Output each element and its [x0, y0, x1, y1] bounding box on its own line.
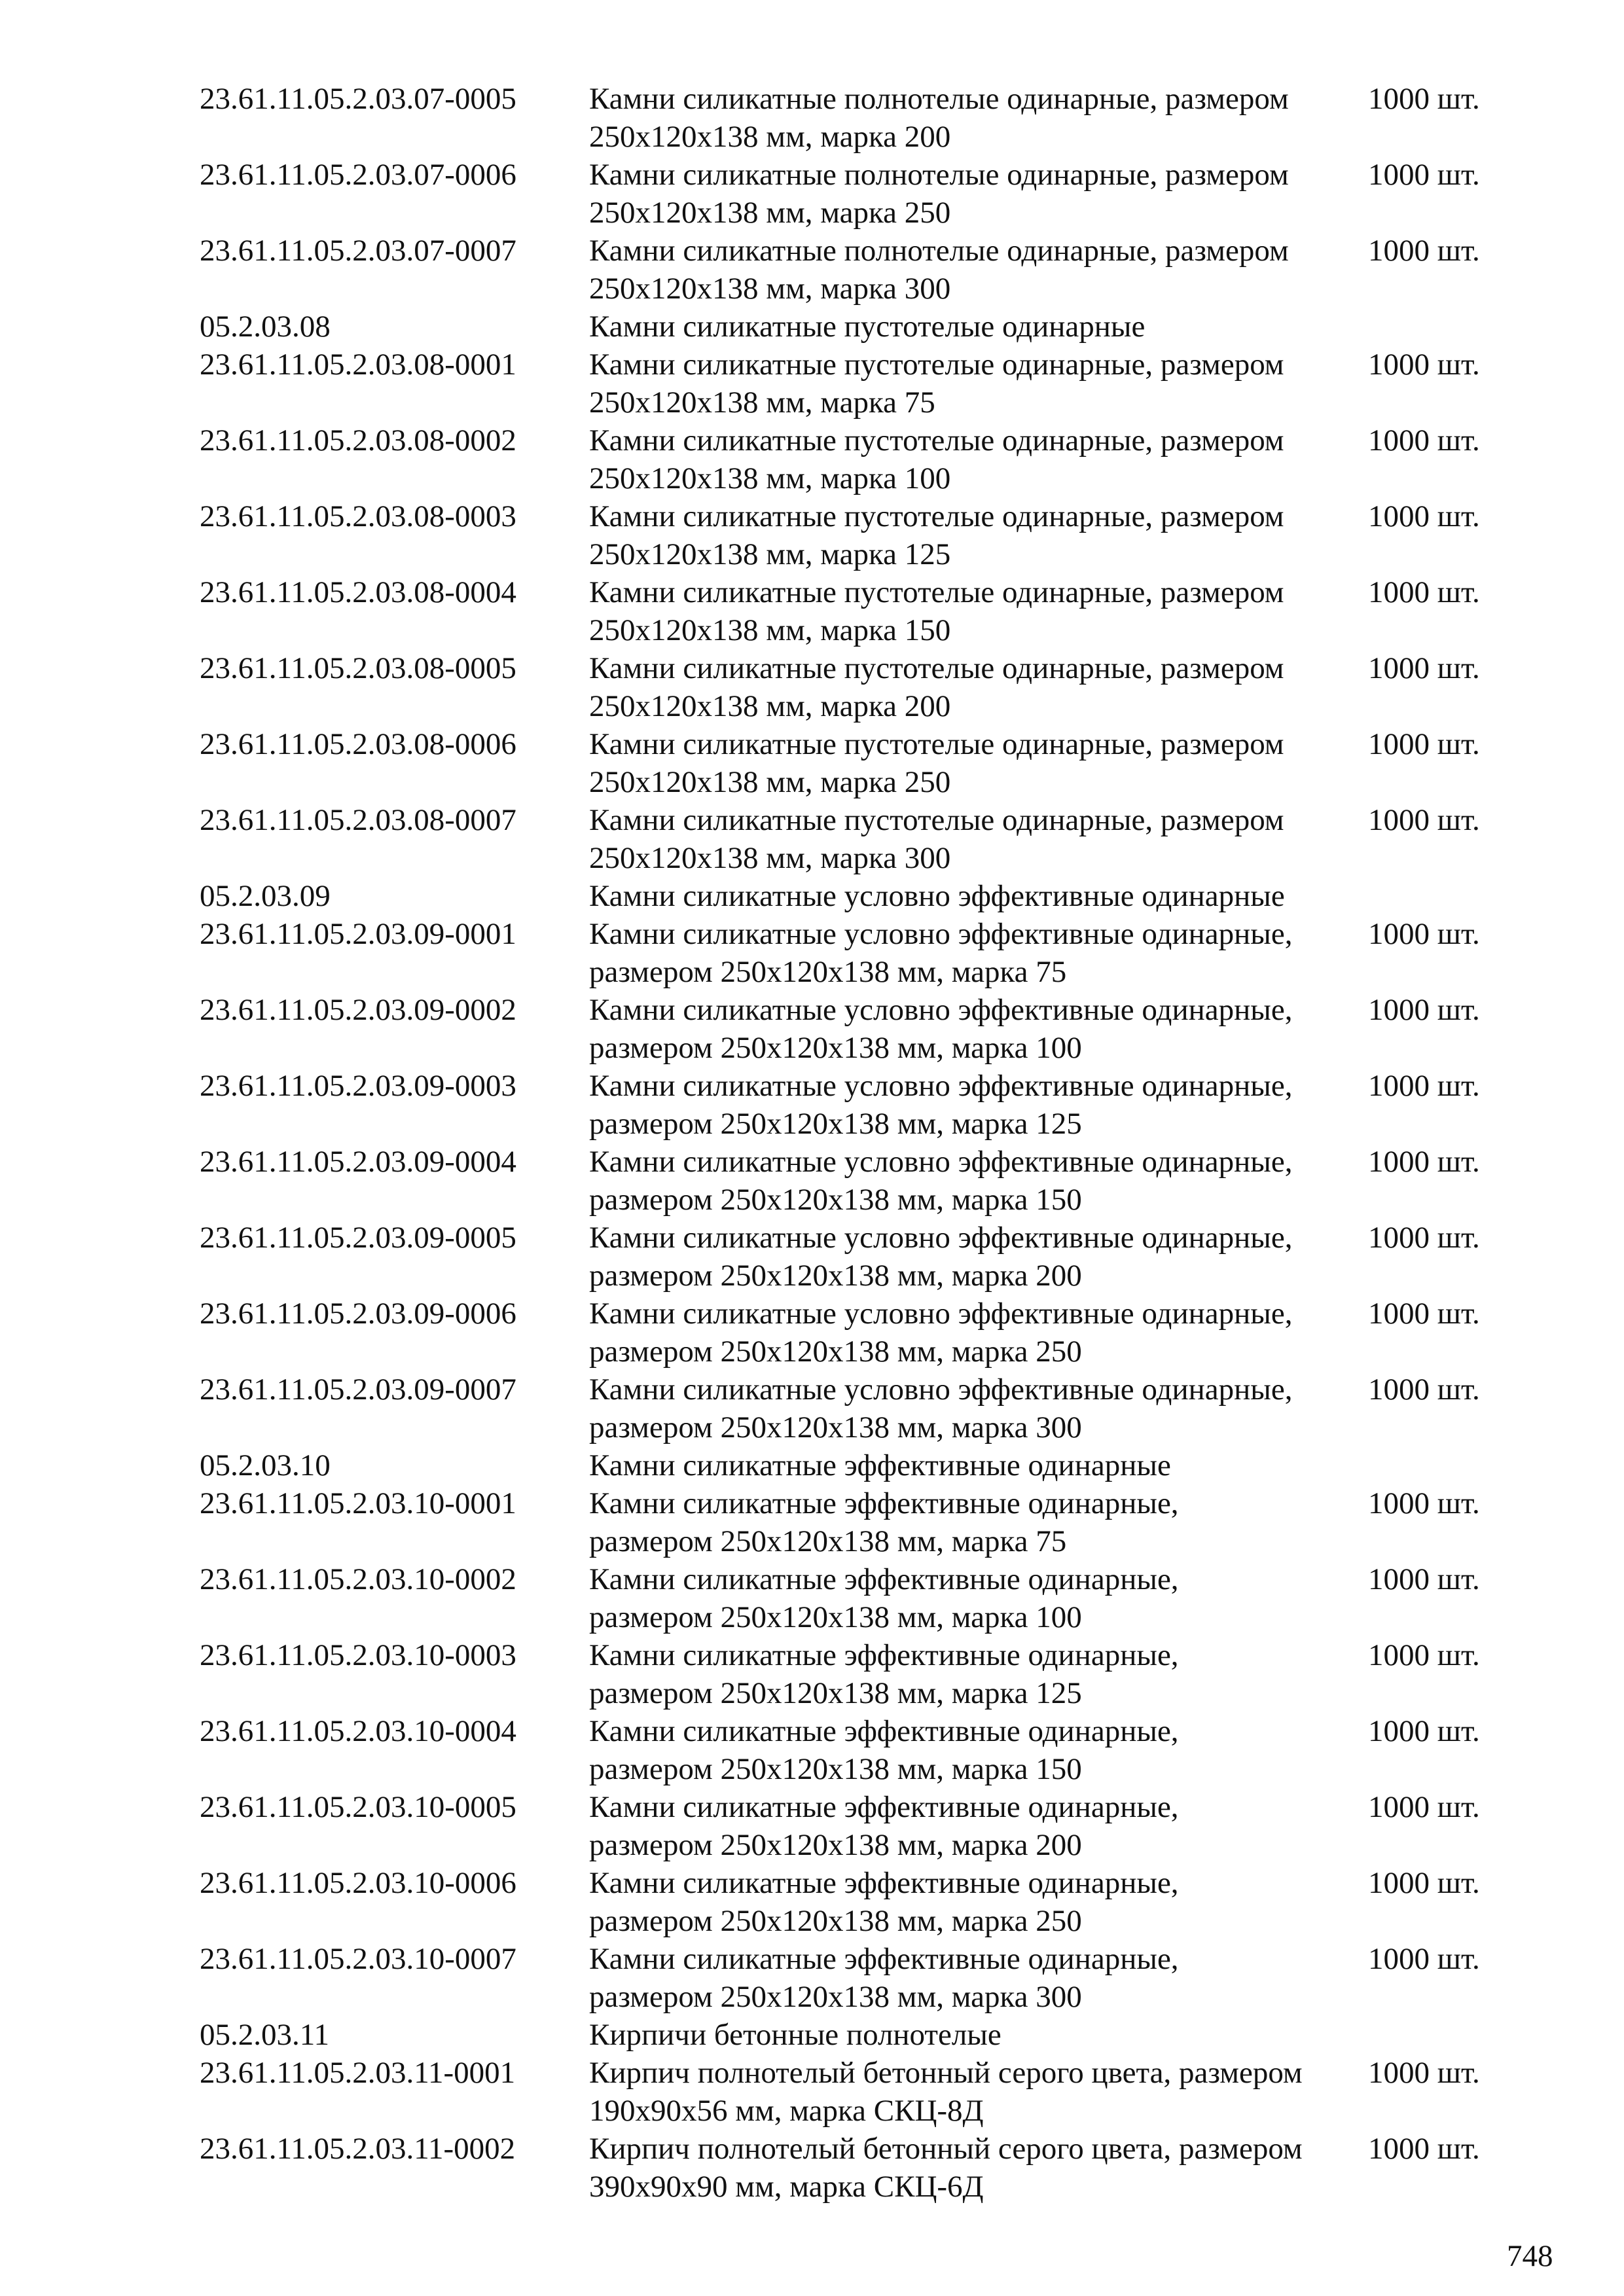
resource-name [589, 1788, 1362, 1864]
unit-of-measure: 1000 шт. [1368, 234, 1480, 268]
unit-of-measure: 1000 шт. [1368, 1866, 1480, 1900]
resource-name-line: 250х120х138 мм, марка 125 [589, 537, 951, 571]
resource-name-line: Камни силикатные полнотелые одинарные, размером [589, 82, 1289, 116]
resource-name-line: Камни силикатные эффективные одинарные, [589, 1638, 1179, 1672]
resource-name [589, 2130, 1362, 2206]
unit-of-measure: 1000 шт. [1368, 993, 1480, 1027]
resource-name-line: Камни силикатные условно эффективные одинарные, [589, 1221, 1293, 1255]
resource-name-line: размером 250х120х138 мм, марка 200 [589, 1828, 1082, 1862]
resource-name [589, 156, 1362, 232]
resource-code: 23.61.11.05.2.03.08-0005 [200, 651, 516, 685]
resource-name-line: Камни силикатные эффективные одинарные, [589, 1942, 1179, 1976]
resource-name [589, 649, 1362, 725]
unit-of-measure: 1000 шт. [1368, 1790, 1480, 1824]
resource-name-line: Камни силикатные условно эффективные одинарные, [589, 1372, 1293, 1407]
resource-code: 23.61.11.05.2.03.09-0001 [200, 917, 516, 951]
resource-name-line: Камни силикатные пустотелые одинарные, размером [589, 423, 1284, 457]
resource-name-line: 250х120х138 мм, марка 150 [589, 613, 951, 647]
resource-code: 23.61.11.05.2.03.11-0002 [200, 2132, 516, 2166]
unit-of-measure: 1000 шт. [1368, 2056, 1480, 2090]
resource-name-line: Камни силикатные эффективные одинарные, [589, 1486, 1179, 1520]
unit-of-measure: 1000 шт. [1368, 917, 1480, 951]
resource-code: 23.61.11.05.2.03.08-0001 [200, 348, 516, 382]
resource-name [589, 80, 1362, 156]
resource-code: 23.61.11.05.2.03.08-0002 [200, 423, 516, 457]
resource-code: 23.61.11.05.2.03.10-0002 [200, 1562, 516, 1596]
resource-name [589, 1371, 1362, 1446]
unit-of-measure: 1000 шт. [1368, 651, 1480, 685]
resource-name-line: 250х120х138 мм, марка 75 [589, 386, 935, 420]
unit-of-measure: 1000 шт. [1368, 727, 1480, 761]
resource-name [589, 1219, 1362, 1295]
resource-code: 23.61.11.05.2.03.09-0006 [200, 1297, 516, 1331]
resource-code: 23.61.11.05.2.03.09-0003 [200, 1069, 516, 1103]
resource-name-line: Камни силикатные условно эффективные одинарные, [589, 993, 1293, 1027]
unit-of-measure: 1000 шт. [1368, 423, 1480, 457]
resource-name [589, 1143, 1362, 1219]
resource-name-line: размером 250х120х138 мм, марка 75 [589, 955, 1067, 989]
resource-name-line: Камни силикатные пустотелые одинарные, размером [589, 651, 1284, 685]
resource-code: 05.2.03.10 [200, 1448, 331, 1482]
resource-name-line: Камни силикатные условно эффективные одинарные, [589, 1069, 1293, 1103]
resource-name-line: Камни силикатные полнотелые одинарные, размером [589, 158, 1289, 192]
resource-name-line: размером 250х120х138 мм, марка 250 [589, 1335, 1082, 1369]
resource-name [589, 915, 1362, 991]
unit-of-measure: 1000 шт. [1368, 1297, 1480, 1331]
resource-name-line: размером 250х120х138 мм, марка 75 [589, 1524, 1067, 1558]
resource-name [589, 1295, 1362, 1371]
resource-code: 23.61.11.05.2.03.10-0007 [200, 1942, 516, 1976]
resource-name-line: размером 250х120х138 мм, марка 150 [589, 1752, 1082, 1786]
unit-of-measure: 1000 шт. [1368, 1221, 1480, 1255]
resource-code: 05.2.03.08 [200, 310, 331, 344]
page-number: 748 [1507, 2239, 1553, 2273]
resource-code: 23.61.11.05.2.03.08-0007 [200, 803, 516, 837]
resource-name-line: Камни силикатные эффективные одинарные, [589, 1790, 1179, 1824]
unit-of-measure: 1000 шт. [1368, 499, 1480, 533]
resource-name-line: Камни силикатные пустотелые одинарные, размером [589, 348, 1284, 382]
resource-name-line: Камни силикатные условно эффективные одинарные, [589, 1297, 1293, 1331]
resource-name [589, 1712, 1362, 1788]
resource-name-line: 250х120х138 мм, марка 200 [589, 689, 951, 723]
resource-code: 23.61.11.05.2.03.07-0005 [200, 82, 516, 116]
resource-name [589, 1560, 1362, 1636]
unit-of-measure: 1000 шт. [1368, 1638, 1480, 1672]
resource-name-line: 190х90х56 мм, марка СКЦ-8Д [589, 2094, 984, 2128]
resource-name-line: Кирпич полнотелый бетонный серого цвета, размером [589, 2056, 1303, 2090]
resource-name-line: Кирпичи бетонные полнотелые [589, 2018, 1001, 2052]
resource-name [589, 422, 1362, 497]
resource-code: 23.61.11.05.2.03.10-0004 [200, 1714, 516, 1748]
resource-name-line: Камни силикатные пустотелые одинарные, размером [589, 499, 1284, 533]
resource-name-line: Камни силикатные полнотелые одинарные, размером [589, 234, 1289, 268]
resource-code: 05.2.03.11 [200, 2018, 330, 2052]
resource-code: 23.61.11.05.2.03.10-0005 [200, 1790, 516, 1824]
resource-code: 23.61.11.05.2.03.07-0007 [200, 234, 516, 268]
resource-name-line: Камни силикатные эффективные одинарные, [589, 1866, 1179, 1900]
unit-of-measure: 1000 шт. [1368, 1372, 1480, 1407]
resource-name [589, 1864, 1362, 1940]
resource-name-line: 250х120х138 мм, марка 250 [589, 196, 951, 230]
resource-name-line: Камни силикатные эффективные одинарные, [589, 1562, 1179, 1596]
resource-name-line: Камни силикатные условно эффективные одинарные, [589, 917, 1293, 951]
unit-of-measure: 1000 шт. [1368, 2132, 1480, 2166]
resource-name [589, 346, 1362, 422]
unit-of-measure: 1000 шт. [1368, 1942, 1480, 1976]
resource-name-line: Камни силикатные пустотелые одинарные, размером [589, 803, 1284, 837]
resource-name-line: Камни силикатные пустотелые одинарные, размером [589, 727, 1284, 761]
resource-name-line: 250х120х138 мм, марка 250 [589, 765, 951, 799]
resource-code: 23.61.11.05.2.03.09-0005 [200, 1221, 516, 1255]
resource-name-line: 250х120х138 мм, марка 100 [589, 461, 951, 495]
resource-name-line: размером 250х120х138 мм, марка 100 [589, 1600, 1082, 1634]
resource-name-line: Камни силикатные эффективные одинарные, [589, 1714, 1179, 1748]
resource-name-line: размером 250х120х138 мм, марка 125 [589, 1676, 1082, 1710]
resource-name-line: Камни силикатные эффективные одинарные [589, 1448, 1171, 1482]
resource-code: 23.61.11.05.2.03.09-0004 [200, 1145, 516, 1179]
resource-name [589, 2054, 1362, 2130]
resource-name-line: размером 250х120х138 мм, марка 300 [589, 1980, 1082, 2014]
resource-name-line: Камни силикатные условно эффективные одинарные [589, 879, 1285, 913]
resource-code: 23.61.11.05.2.03.11-0001 [200, 2056, 516, 2090]
resource-name-line: размером 250х120х138 мм, марка 150 [589, 1183, 1082, 1217]
resource-name [589, 877, 1362, 915]
resource-name-line: Камни силикатные пустотелые одинарные [589, 310, 1146, 344]
resource-code: 23.61.11.05.2.03.09-0007 [200, 1372, 516, 1407]
resource-code: 23.61.11.05.2.03.10-0001 [200, 1486, 516, 1520]
resource-name [589, 801, 1362, 877]
resource-name [589, 573, 1362, 649]
resource-name [589, 308, 1362, 346]
resource-name-line: 390х90х90 мм, марка СКЦ-6Д [589, 2170, 984, 2204]
resource-code: 23.61.11.05.2.03.07-0006 [200, 158, 516, 192]
resource-name-line: размером 250х120х138 мм, марка 250 [589, 1904, 1082, 1938]
resource-code: 23.61.11.05.2.03.09-0002 [200, 993, 516, 1027]
resource-name-line: 250х120х138 мм, марка 200 [589, 120, 951, 154]
resource-name-line: размером 250х120х138 мм, марка 300 [589, 1410, 1082, 1444]
resource-code: 23.61.11.05.2.03.10-0006 [200, 1866, 516, 1900]
resource-name [589, 1446, 1362, 1484]
resource-name [589, 497, 1362, 573]
resource-name-line: Камни силикатные условно эффективные одинарные, [589, 1145, 1293, 1179]
resource-name-line: размером 250х120х138 мм, марка 125 [589, 1107, 1082, 1141]
resource-name [589, 991, 1362, 1067]
unit-of-measure: 1000 шт. [1368, 82, 1480, 116]
unit-of-measure: 1000 шт. [1368, 1714, 1480, 1748]
resource-name-line: размером 250х120х138 мм, марка 200 [589, 1259, 1082, 1293]
resource-name [589, 2016, 1362, 2054]
unit-of-measure: 1000 шт. [1368, 803, 1480, 837]
resource-name [589, 1940, 1362, 2016]
resource-code: 23.61.11.05.2.03.08-0006 [200, 727, 516, 761]
resource-name [589, 1636, 1362, 1712]
resource-code: 23.61.11.05.2.03.08-0003 [200, 499, 516, 533]
resource-code: 23.61.11.05.2.03.08-0004 [200, 575, 516, 609]
resource-name [589, 1484, 1362, 1560]
resource-name [589, 1067, 1362, 1143]
resource-name-line: 250х120х138 мм, марка 300 [589, 272, 951, 306]
resource-code: 23.61.11.05.2.03.10-0003 [200, 1638, 516, 1672]
resource-name-line: 250х120х138 мм, марка 300 [589, 841, 951, 875]
resource-name-line: размером 250х120х138 мм, марка 100 [589, 1031, 1082, 1065]
unit-of-measure: 1000 шт. [1368, 1486, 1480, 1520]
resource-name [589, 232, 1362, 308]
resource-name-line: Камни силикатные пустотелые одинарные, размером [589, 575, 1284, 609]
resource-name [589, 725, 1362, 801]
resource-code: 05.2.03.09 [200, 879, 331, 913]
unit-of-measure: 1000 шт. [1368, 1069, 1480, 1103]
unit-of-measure: 1000 шт. [1368, 158, 1480, 192]
unit-of-measure: 1000 шт. [1368, 1145, 1480, 1179]
unit-of-measure: 1000 шт. [1368, 1562, 1480, 1596]
unit-of-measure: 1000 шт. [1368, 575, 1480, 609]
resource-name-line: Кирпич полнотелый бетонный серого цвета, размером [589, 2132, 1303, 2166]
unit-of-measure: 1000 шт. [1368, 348, 1480, 382]
